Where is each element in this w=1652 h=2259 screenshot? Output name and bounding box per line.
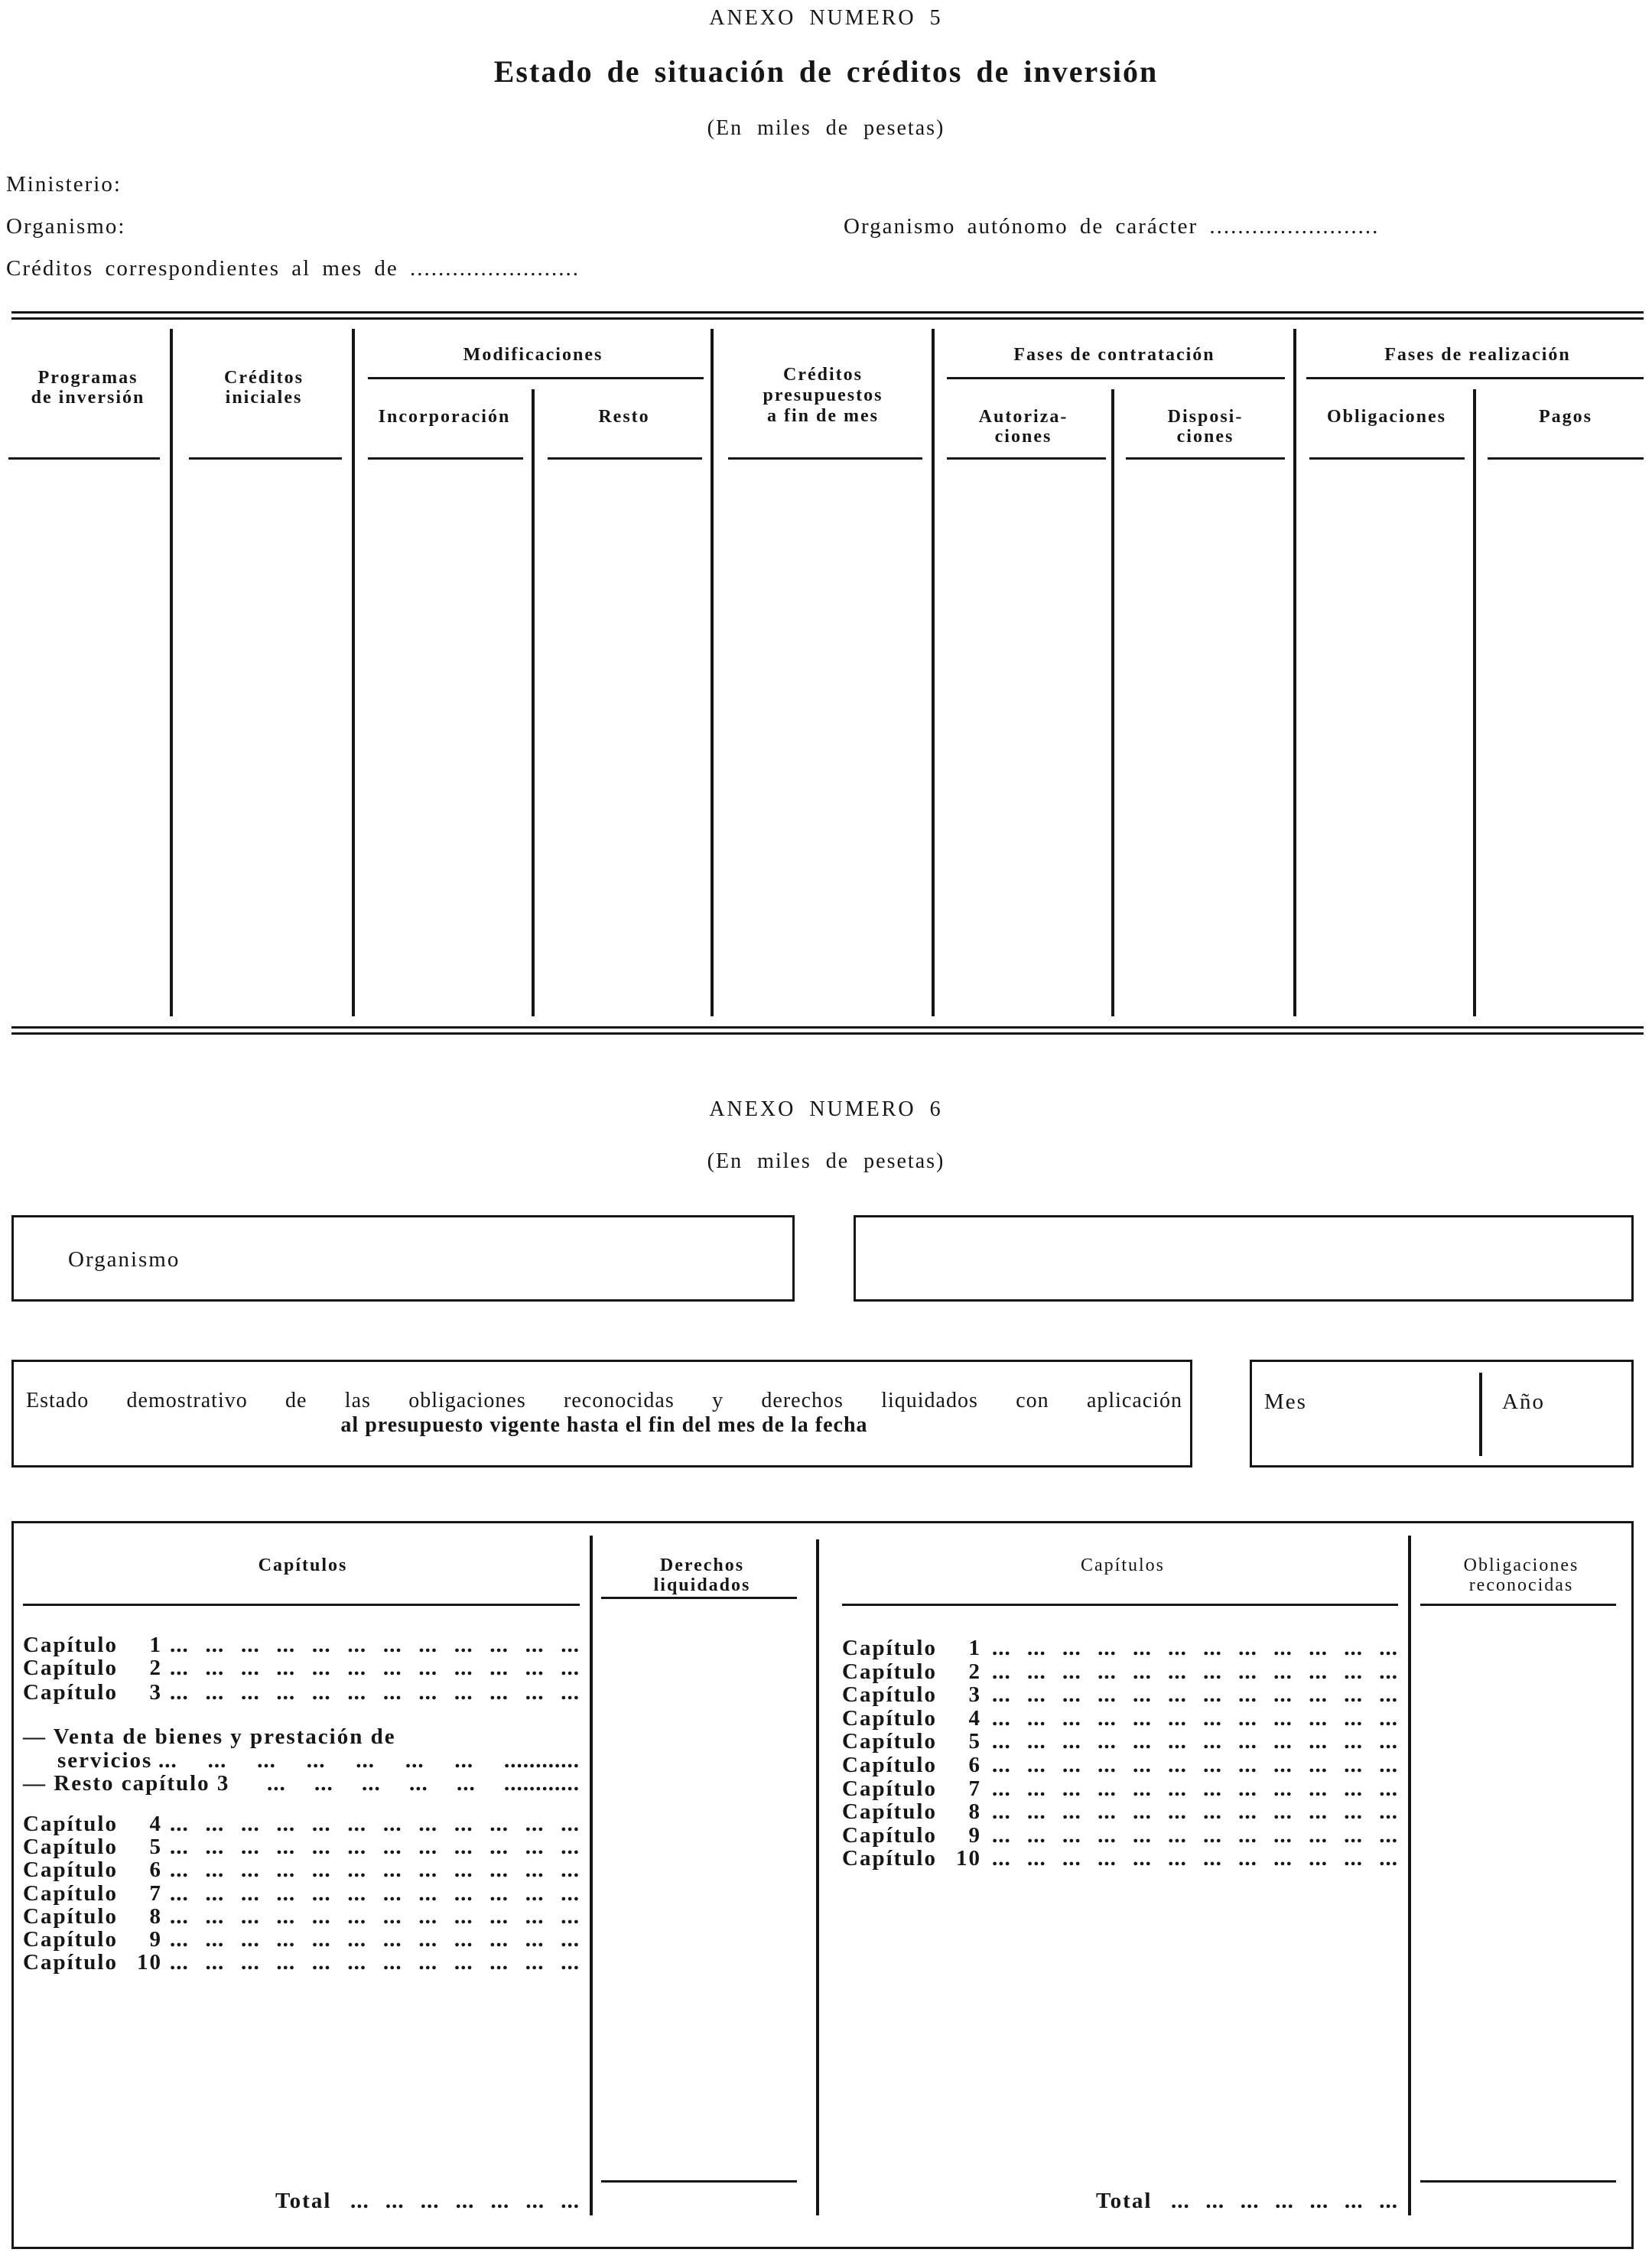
- item-number: 9: [968, 1823, 981, 1848]
- item-label: Capítulo: [842, 1823, 937, 1848]
- header-rule: [1420, 1604, 1616, 1606]
- item-label: Capítulo: [842, 1636, 937, 1660]
- column-rule: [352, 329, 355, 1016]
- obligaciones-capitulo-10-row: [842, 1847, 1398, 1871]
- dot-leader: ... ... ... ... ... ... ... ... ... ... ... ...: [170, 1633, 580, 1657]
- item-number: 1: [968, 1636, 981, 1660]
- col-obligaciones: Obligaciones: [1326, 407, 1446, 427]
- estado-line-2: al presupuesto vigente hasta el fin del mes de la fecha: [340, 1413, 868, 1437]
- header-line: Obligaciones: [1463, 1555, 1579, 1575]
- fecha-box: [1250, 1360, 1634, 1468]
- column-rule: [816, 1539, 819, 2215]
- fases-contratacion-rule: [947, 377, 1285, 379]
- col-incorporacion: Incorporación: [378, 407, 511, 427]
- header-line: a fin de mes: [767, 406, 879, 426]
- header-rule: [601, 1597, 797, 1599]
- anexo6-units: (En miles de pesetas): [707, 1149, 945, 1173]
- column-rule: [932, 329, 935, 1016]
- item-number: 4: [968, 1706, 981, 1731]
- header-line: iniciales: [225, 388, 303, 408]
- obligaciones-capitulo-4-row: [842, 1707, 1398, 1731]
- organismo-value-box: [854, 1215, 1634, 1302]
- derechos-capitulo-10-row: [23, 1951, 580, 1975]
- table-bottom-rule: [11, 1026, 1644, 1029]
- obligaciones-capitulo-9-row: [842, 1824, 1398, 1848]
- dot-leader: ... ... ... ... ... ............: [267, 1772, 580, 1796]
- anexo5-title: Estado de situación de créditos de inversión: [493, 54, 1159, 89]
- item-number: 3: [149, 1680, 162, 1705]
- header-line: Autoriza-: [978, 407, 1068, 427]
- column-rule: [1111, 389, 1114, 1016]
- obligaciones-capitulo-1-row: [842, 1637, 1398, 1660]
- dot-leader: ... ... ... ... ... ... ... ... ... ... ... ...: [170, 1835, 580, 1859]
- anexo5-heading: ANEXO NUMERO 5: [709, 6, 943, 30]
- col-autorizaciones: [947, 407, 1100, 447]
- servicios-row: [23, 1749, 580, 1773]
- item-number: 10: [956, 1846, 981, 1871]
- item-number: 9: [149, 1927, 162, 1952]
- table-top-rule: [11, 317, 1644, 320]
- organismo-label: Organismo:: [6, 214, 126, 239]
- item-label: Capítulo: [23, 1858, 118, 1882]
- dot-leader: ... ... ... ... ... ... ... ... ... ... ... ...: [992, 1824, 1398, 1848]
- derechos-total-row: [275, 2189, 580, 2213]
- header-rule: [842, 1604, 1398, 1606]
- header-line: ciones: [1176, 427, 1234, 447]
- header-line: ciones: [994, 427, 1052, 447]
- header-line: presupuestos: [763, 385, 883, 405]
- item-number: 6: [968, 1753, 981, 1777]
- derechos-capitulo-7-row: [23, 1882, 580, 1906]
- group-modificaciones: Modificaciones: [463, 345, 603, 365]
- item-number: 5: [968, 1729, 981, 1754]
- table-bottom-rule: [11, 1032, 1644, 1035]
- fases-realizacion-rule: [1306, 377, 1644, 379]
- group-fases-realizacion: Fases de realización: [1384, 345, 1571, 365]
- organismo-label: Organismo: [68, 1247, 180, 1272]
- item-label: Capítulo: [842, 1659, 937, 1684]
- obligaciones-total-row: [1096, 2189, 1398, 2213]
- item-label: Capítulo: [23, 1680, 118, 1705]
- column-header-rule: [1488, 457, 1644, 460]
- item-number: 10: [137, 1950, 162, 1975]
- header-line: Créditos: [783, 365, 863, 385]
- dot-leader: ... ... ... ... ... ... ... ... ... ... ... ...: [170, 1928, 580, 1952]
- derechos-capitulo-9-row: [23, 1928, 580, 1952]
- column-rule: [1473, 389, 1476, 1016]
- item-number: 6: [149, 1858, 162, 1882]
- header-line: Créditos: [224, 368, 304, 388]
- item-label: Capítulo: [842, 1729, 937, 1754]
- header-line: Derechos: [659, 1555, 745, 1575]
- item-label: Capítulo: [23, 1927, 118, 1952]
- dot-leader: ... ... ... ... ... ... ... ............: [158, 1749, 580, 1773]
- derechos-capitulo-8-row: [23, 1905, 580, 1929]
- dot-leader: ... ... ... ... ... ... ... ... ... ... ... ...: [170, 1812, 580, 1836]
- resto-capitulo-3-row: [23, 1772, 580, 1796]
- anexo5-units: (En miles de pesetas): [707, 116, 945, 140]
- item-label: Capítulo: [842, 1799, 937, 1824]
- obligaciones-total-rule: [1420, 2180, 1616, 2183]
- fecha-divider: [1479, 1373, 1482, 1456]
- item-label: Capítulo: [23, 1904, 118, 1929]
- dot-leader: ... ... ... ... ... ... ... ... ... ... ... ...: [992, 1637, 1398, 1660]
- obligaciones-capitulo-7-row: [842, 1777, 1398, 1801]
- dot-leader: ... ... ... ... ... ... ...: [1171, 2189, 1398, 2213]
- item-label: Capítulo: [842, 1753, 937, 1777]
- dot-leader: ... ... ... ... ... ... ... ... ... ... ... ...: [992, 1707, 1398, 1731]
- total-label: Total: [1096, 2189, 1153, 2213]
- obligaciones-reconocidas-header: [1426, 1555, 1617, 1595]
- column-header-rule: [728, 457, 922, 460]
- derechos-capitulo-2-row: [23, 1656, 580, 1680]
- creditos-mes-label: Créditos correspondientes al mes de ........................: [6, 256, 580, 281]
- organismo-autonomo-label: Organismo autónomo de carácter ........................: [844, 214, 1380, 239]
- col-disposiciones: [1129, 407, 1282, 447]
- column-header-rule: [1309, 457, 1465, 460]
- item-label: Capítulo: [23, 1950, 118, 1975]
- dot-leader: ... ... ... ... ... ... ... ... ... ... ... ...: [992, 1754, 1398, 1777]
- obligaciones-capitulo-5-row: [842, 1730, 1398, 1754]
- ministerio-label: Ministerio:: [6, 172, 122, 197]
- anexo6-heading: ANEXO NUMERO 6: [709, 1097, 943, 1121]
- column-rule: [1408, 1536, 1411, 2215]
- derechos-capitulo-6-row: [23, 1858, 580, 1882]
- venta-bienes-row: [23, 1725, 580, 1749]
- right-capitulos-header: Capítulos: [1080, 1555, 1165, 1575]
- item-label: Capítulo: [842, 1776, 937, 1801]
- item-label: Capítulo: [23, 1656, 118, 1680]
- anio-label: Año: [1502, 1390, 1545, 1414]
- column-header-rule: [548, 457, 702, 460]
- item-number: 1: [149, 1633, 162, 1657]
- header-line: Programas: [37, 368, 138, 388]
- dot-leader: ... ... ... ... ... ... ... ... ... ... ... ...: [992, 1800, 1398, 1824]
- item-number: 3: [968, 1682, 981, 1707]
- dot-leader: ... ... ... ... ... ... ... ... ... ... ... ...: [170, 1681, 580, 1705]
- table-top-rule: [11, 311, 1644, 314]
- item-label: — Venta de bienes y prestación de: [23, 1724, 396, 1749]
- dot-leader: ... ... ... ... ... ... ... ... ... ... ... ...: [992, 1777, 1398, 1801]
- column-header-rule: [947, 457, 1106, 460]
- column-header-rule: [1126, 457, 1285, 460]
- obligaciones-capitulo-6-row: [842, 1754, 1398, 1777]
- column-rule: [1293, 329, 1296, 1016]
- item-number: 7: [149, 1881, 162, 1906]
- derechos-capitulo-1-row: [23, 1633, 580, 1657]
- item-number: 5: [149, 1835, 162, 1859]
- dot-leader: ... ... ... ... ... ... ... ... ... ... ... ...: [992, 1730, 1398, 1754]
- dot-leader: ... ... ... ... ... ... ...: [350, 2189, 580, 2213]
- column-rule: [532, 389, 535, 1016]
- modificaciones-rule: [368, 377, 704, 379]
- mes-label: Mes: [1264, 1390, 1307, 1414]
- obligaciones-capitulo-8-row: [842, 1800, 1398, 1824]
- dot-leader: ... ... ... ... ... ... ... ... ... ... ... ...: [170, 1905, 580, 1929]
- derechos-liquidados-header: [606, 1555, 798, 1595]
- col-creditos-presupuestos: [724, 365, 922, 427]
- total-label: Total: [275, 2189, 332, 2213]
- col-programas-inversion: [11, 368, 164, 408]
- item-number: 8: [149, 1904, 162, 1929]
- column-header-rule: [368, 457, 523, 460]
- obligaciones-capitulo-3-row: [842, 1683, 1398, 1707]
- derechos-capitulo-5-row: [23, 1835, 580, 1859]
- derechos-total-rule: [601, 2180, 797, 2183]
- item-number: 4: [149, 1812, 162, 1836]
- item-label: servicios: [57, 1748, 153, 1773]
- item-label: Capítulo: [23, 1633, 118, 1657]
- dot-leader: ... ... ... ... ... ... ... ... ... ... ... ...: [170, 1656, 580, 1680]
- dot-leader: ... ... ... ... ... ... ... ... ... ... ... ...: [992, 1847, 1398, 1871]
- header-rule: [23, 1604, 580, 1606]
- col-pagos: Pagos: [1539, 407, 1592, 427]
- col-resto: Resto: [598, 407, 650, 427]
- col-creditos-iniciales: [187, 368, 340, 408]
- item-number: 7: [968, 1776, 981, 1801]
- column-header-rule: [8, 457, 160, 460]
- column-rule: [590, 1536, 593, 2215]
- header-line: Disposi-: [1167, 407, 1244, 427]
- column-header-rule: [189, 457, 342, 460]
- item-label: Capítulo: [23, 1812, 118, 1836]
- header-line: liquidados: [653, 1575, 751, 1595]
- item-label: Capítulo: [842, 1682, 937, 1707]
- dot-leader: ... ... ... ... ... ... ... ... ... ... ... ...: [170, 1951, 580, 1975]
- left-capitulos-header: Capítulos: [258, 1555, 348, 1575]
- item-number: 2: [968, 1659, 981, 1684]
- item-label: — Resto capítulo 3: [23, 1771, 230, 1796]
- dot-leader: ... ... ... ... ... ... ... ... ... ... ... ...: [170, 1882, 580, 1906]
- dot-leader: ... ... ... ... ... ... ... ... ... ... ... ...: [992, 1660, 1398, 1684]
- item-label: Capítulo: [23, 1835, 118, 1859]
- item-label: Capítulo: [842, 1846, 937, 1871]
- dot-leader: ... ... ... ... ... ... ... ... ... ... ... ...: [170, 1858, 580, 1882]
- item-number: 2: [149, 1656, 162, 1680]
- derechos-capitulo-4-row: [23, 1812, 580, 1836]
- column-rule: [170, 329, 173, 1016]
- header-line: de inversión: [31, 388, 145, 408]
- estado-line-1: Estado demostrativo de las obligaciones reconocidas y derechos liquidados con aplicación: [26, 1389, 1182, 1412]
- item-label: Capítulo: [23, 1881, 118, 1906]
- group-fases-contratacion: Fases de contratación: [1013, 345, 1215, 365]
- header-line: reconocidas: [1468, 1575, 1574, 1595]
- obligaciones-capitulo-2-row: [842, 1660, 1398, 1684]
- item-label: Capítulo: [842, 1706, 937, 1731]
- dot-leader: ... ... ... ... ... ... ... ... ... ... ... ...: [992, 1683, 1398, 1707]
- item-number: 8: [968, 1799, 981, 1824]
- column-rule: [711, 329, 714, 1016]
- derechos-capitulo-3-row: [23, 1681, 580, 1705]
